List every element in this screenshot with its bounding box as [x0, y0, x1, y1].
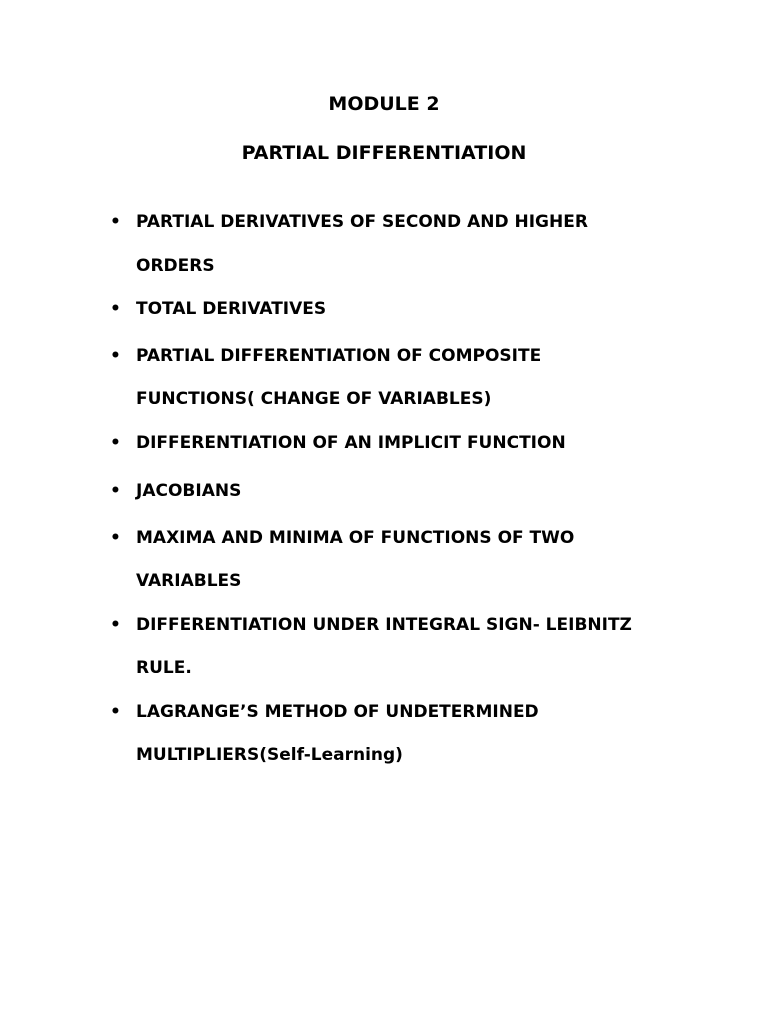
bullet-icon: • — [110, 481, 121, 501]
bullet-icon: • — [110, 528, 121, 548]
list-item-text: FUNCTIONS( CHANGE OF VARIABLES) — [136, 389, 492, 409]
bullet-icon: • — [110, 346, 121, 366]
list-item-text: RULE. — [136, 658, 192, 678]
bullet-icon: • — [110, 615, 121, 635]
bullet-icon: • — [110, 299, 121, 319]
list-item-text: ORDERS — [136, 256, 215, 276]
list-item-text: DIFFERENTIATION UNDER INTEGRAL SIGN- LEIBNITZ — [136, 615, 632, 635]
list-item-text: DIFFERENTIATION OF AN IMPLICIT FUNCTION — [136, 433, 566, 453]
list-item-text: MAXIMA AND MINIMA OF FUNCTIONS OF TWO — [136, 528, 575, 548]
list-item-text: PARTIAL DERIVATIVES OF SECOND AND HIGHER — [136, 212, 588, 232]
list-item-text: JACOBIANS — [136, 481, 242, 501]
list-item-text: TOTAL DERIVATIVES — [136, 299, 327, 319]
list-item-text: MULTIPLIERS(Self-Learning) — [136, 745, 403, 765]
module-heading: MODULE 2 — [328, 93, 440, 115]
bullet-icon: • — [110, 433, 121, 453]
list-item-text: LAGRANGE’S METHOD OF UNDETERMINED — [136, 702, 539, 722]
bullet-icon: • — [110, 212, 121, 232]
bullet-icon: • — [110, 702, 121, 722]
list-item-text: VARIABLES — [136, 571, 242, 591]
list-item-text: PARTIAL DIFFERENTIATION OF COMPOSITE — [136, 346, 542, 366]
topic-heading: PARTIAL DIFFERENTIATION — [241, 142, 527, 164]
